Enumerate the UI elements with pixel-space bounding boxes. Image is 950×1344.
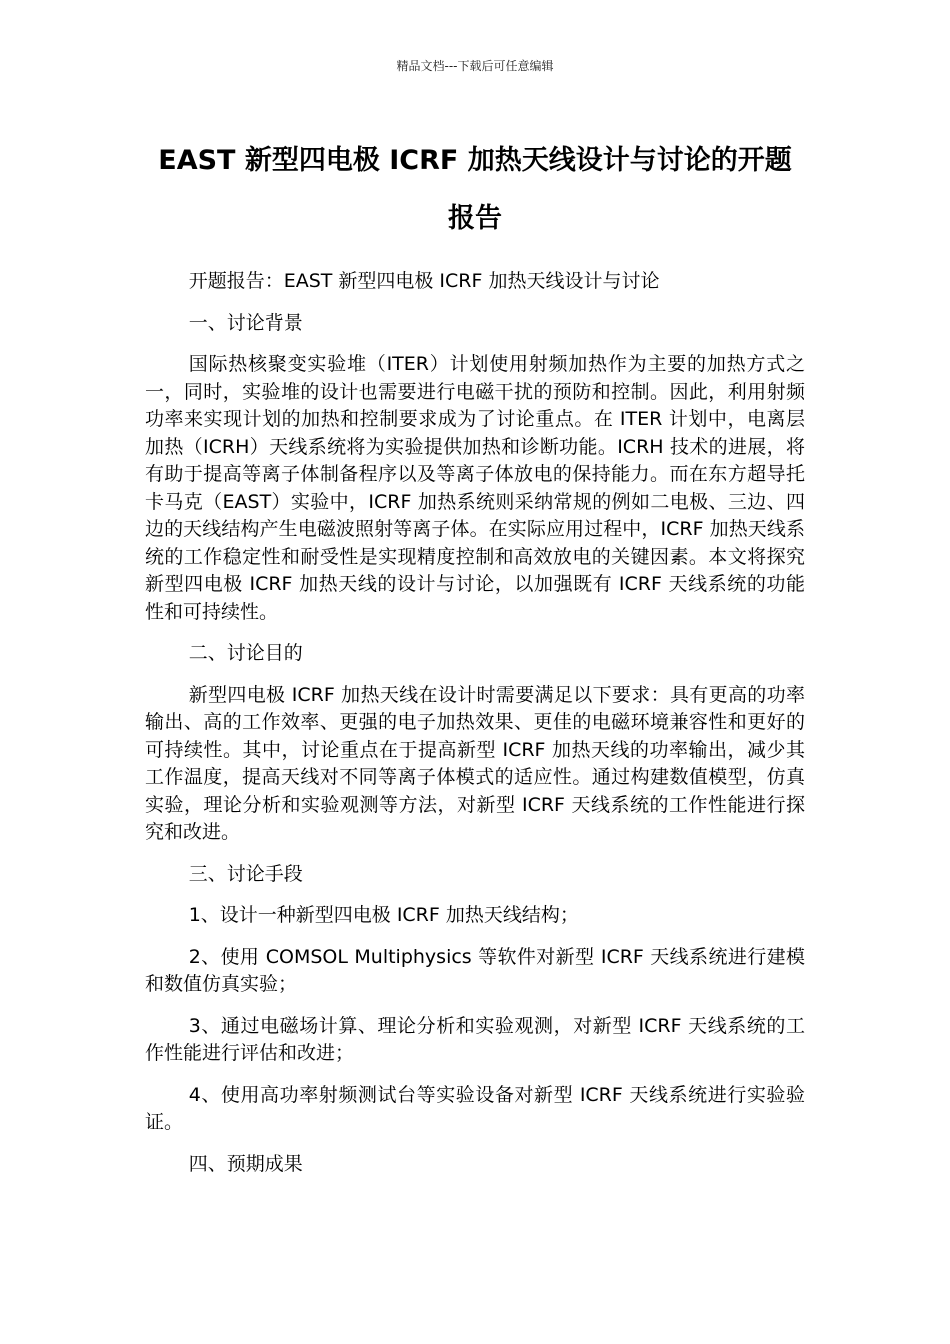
section-paragraph-background: 国际热核聚变实验堆（ITER）计划使用射频加热作为主要的加热方式之一，同时，实验堆的设计也需要进行电磁干扰的预防和控制。因此，利用射频功率来实现计划的加热和控制要求成为了讨论重点。在 ITER 计划中，电离层加热（ICRH）天线系统将为实验提供加热和诊断功能。ICRH 技术的进展，将有助于提高等离子体制备程序以及等离子体放电的保持能力。而在东方超导托卡马克（EAST）实验中，ICRF 加热系统则采纳常规的例如二电极、三边、四边的天线结构产生电磁波照射等离子体。在实际应用过程中，ICRF 加热天线系统的工作稳定性和耐受性是实现精度控制和高效放电的关键因素。本文将探究新型四电极 ICRF 加热天线的设计与讨论，以加强既有 ICRF 天线系统的功能性和可持续性。 — [145, 353, 805, 623]
method-item: 3、通过电磁场计算、理论分析和实验观测，对新型 ICRF 天线系统的工作性能进行评估和改进； — [145, 1014, 805, 1064]
page-header: 精品文档---下载后可任意编辑 — [396, 59, 554, 73]
section-heading-methods: 三、讨论手段 — [188, 862, 303, 885]
method-item: 4、使用高功率射频测试台等实验设备对新型 ICRF 天线系统进行实验验证。 — [145, 1083, 805, 1133]
section-heading-expected-results: 四、预期成果 — [188, 1152, 303, 1175]
section-heading-purpose: 二、讨论目的 — [188, 642, 303, 664]
section-paragraph-purpose: 新型四电极 ICRF 加热天线在设计时需要满足以下要求：具有更高的功率输出、高的工作效率、更强的电子加热效果、更佳的电磁环境兼容性和更好的可持续性。其中，讨论重点在于提高新型 ICRF 加热天线的功率输出，减少其工作温度，提高天线对不同等离子体模式的适应性。通过构建数值模型，仿真实验，理论分析和实验观测等方法，对新型 ICRF 天线系统的工作性能进行探究和改进。 — [145, 683, 805, 843]
intro-line: 开题报告：EAST 新型四电极 ICRF 加热天线设计与讨论 — [188, 270, 660, 292]
method-item: 1、设计一种新型四电极 ICRF 加热天线结构； — [188, 904, 579, 926]
section-heading-background: 一、讨论背景 — [188, 311, 303, 334]
document-title: EAST 新型四电极 ICRF 加热天线设计与讨论的开题报告 — [158, 145, 792, 234]
document-body — [145, 268, 805, 1192]
method-item: 2、使用 COMSOL Multiphysics 等软件对新型 ICRF 天线系统进行建模和数值仿真实验； — [145, 945, 805, 995]
